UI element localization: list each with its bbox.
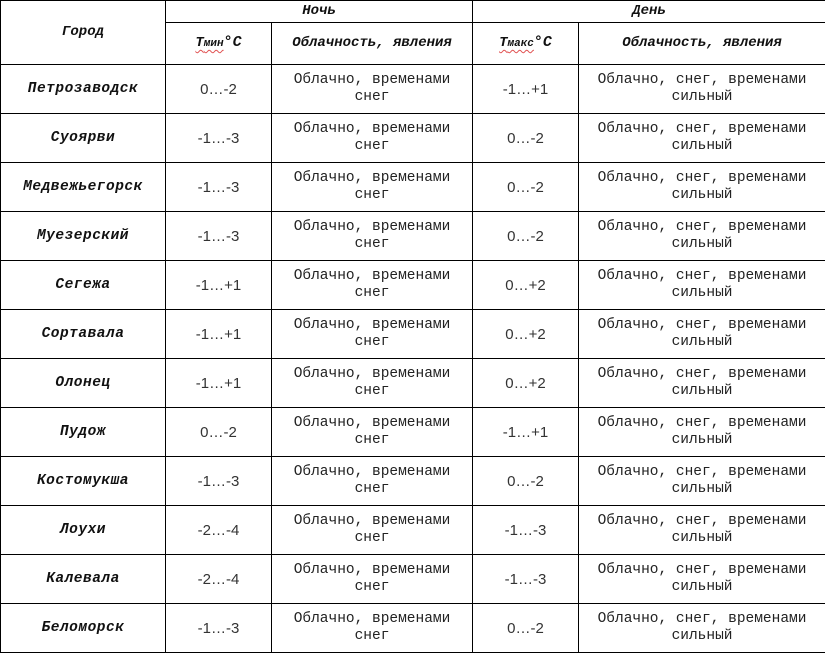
table-row: [1, 457, 825, 506]
tmax-subscript: макс: [507, 38, 534, 50]
day-conditions: Облачно, снег, временами сильный: [579, 114, 825, 163]
tmax-column-header: [473, 23, 579, 65]
day-conditions: Облачно, снег, временами сильный: [579, 65, 825, 114]
city-name: Петрозаводск: [1, 65, 166, 114]
tmin-subscript: мин: [203, 38, 224, 50]
day-conditions: Облачно, снег, временами сильный: [579, 212, 825, 261]
city-name: Калевала: [1, 555, 166, 604]
city-name: Сегежа: [1, 261, 166, 310]
table-row: [1, 408, 825, 457]
table-row: [1, 261, 825, 310]
table-row: [1, 506, 825, 555]
city-name: Костомукша: [1, 457, 166, 506]
tmax-unit: °C: [533, 34, 552, 51]
city-name: Медвежьегорск: [1, 163, 166, 212]
day-temperature: 0…-2: [473, 114, 579, 163]
day-conditions: Облачно, снег, временами сильный: [579, 604, 825, 653]
day-temperature: -1…-3: [473, 555, 579, 604]
night-temperature: -2…-4: [166, 555, 272, 604]
day-conditions: Облачно, снег, временами сильный: [579, 261, 825, 310]
day-temperature: 0…-2: [473, 604, 579, 653]
night-conditions: Облачно, временами снег: [272, 212, 473, 261]
night-temperature: -1…+1: [166, 359, 272, 408]
day-temperature: 0…-2: [473, 212, 579, 261]
night-temperature: -1…+1: [166, 261, 272, 310]
day-conditions: Облачно, снег, временами сильный: [579, 163, 825, 212]
night-temperature: -1…-3: [166, 604, 272, 653]
night-temperature: -2…-4: [166, 506, 272, 555]
city-name: Олонец: [1, 359, 166, 408]
night-temperature: -1…-3: [166, 114, 272, 163]
city-name: Сортавала: [1, 310, 166, 359]
night-conditions: Облачно, временами снег: [272, 359, 473, 408]
night-temperature: -1…-3: [166, 212, 272, 261]
day-temperature: 0…+2: [473, 261, 579, 310]
city-name: Суоярви: [1, 114, 166, 163]
night-conditions: Облачно, временами снег: [272, 65, 473, 114]
table-row: [1, 114, 825, 163]
tmin-unit: °C: [223, 34, 242, 51]
night-cloud-column-header: Облачность, явления: [272, 23, 473, 65]
tmax-letter: T: [499, 35, 508, 51]
night-conditions: Облачно, временами снег: [272, 310, 473, 359]
table-body: [1, 65, 825, 653]
day-temperature: 0…-2: [473, 457, 579, 506]
day-temperature: -1…-3: [473, 506, 579, 555]
table-row: [1, 212, 825, 261]
night-temperature: -1…+1: [166, 310, 272, 359]
night-conditions: Облачно, временами снег: [272, 261, 473, 310]
tmax-symbol: [499, 35, 534, 51]
day-conditions: Облачно, снег, временами сильный: [579, 408, 825, 457]
day-temperature: -1…+1: [473, 65, 579, 114]
night-group-header: Ночь: [166, 1, 473, 23]
night-conditions: Облачно, временами снег: [272, 457, 473, 506]
table-row: [1, 163, 825, 212]
tmin-column-header: [166, 23, 272, 65]
day-group-header: День: [473, 1, 825, 23]
table-row: [1, 359, 825, 408]
night-conditions: Облачно, временами снег: [272, 114, 473, 163]
day-temperature: 0…-2: [473, 163, 579, 212]
night-temperature: 0…-2: [166, 408, 272, 457]
day-conditions: Облачно, снег, временами сильный: [579, 555, 825, 604]
night-conditions: Облачно, временами снег: [272, 163, 473, 212]
day-temperature: 0…+2: [473, 359, 579, 408]
city-name: Муезерский: [1, 212, 166, 261]
city-name: Беломорск: [1, 604, 166, 653]
night-conditions: Облачно, временами снег: [272, 408, 473, 457]
day-conditions: Облачно, снег, временами сильный: [579, 457, 825, 506]
city-column-header: Город: [1, 1, 166, 65]
night-conditions: Облачно, временами снег: [272, 604, 473, 653]
tmin-letter: T: [195, 35, 204, 51]
night-conditions: Облачно, временами снег: [272, 555, 473, 604]
night-temperature: 0…-2: [166, 65, 272, 114]
table-row: [1, 310, 825, 359]
table-row: [1, 65, 825, 114]
tmin-symbol: [195, 35, 223, 51]
night-temperature: -1…-3: [166, 163, 272, 212]
city-name: Лоухи: [1, 506, 166, 555]
day-conditions: Облачно, снег, временами сильный: [579, 359, 825, 408]
table-row: [1, 604, 825, 653]
night-conditions: Облачно, временами снег: [272, 506, 473, 555]
day-conditions: Облачно, снег, временами сильный: [579, 310, 825, 359]
day-conditions: Облачно, снег, временами сильный: [579, 506, 825, 555]
day-temperature: -1…+1: [473, 408, 579, 457]
table-row: [1, 555, 825, 604]
city-name: Пудож: [1, 408, 166, 457]
day-cloud-column-header: Облачность, явления: [579, 23, 825, 65]
header-row-top: [1, 1, 825, 23]
night-temperature: -1…-3: [166, 457, 272, 506]
table-header: [1, 1, 825, 65]
day-temperature: 0…+2: [473, 310, 579, 359]
